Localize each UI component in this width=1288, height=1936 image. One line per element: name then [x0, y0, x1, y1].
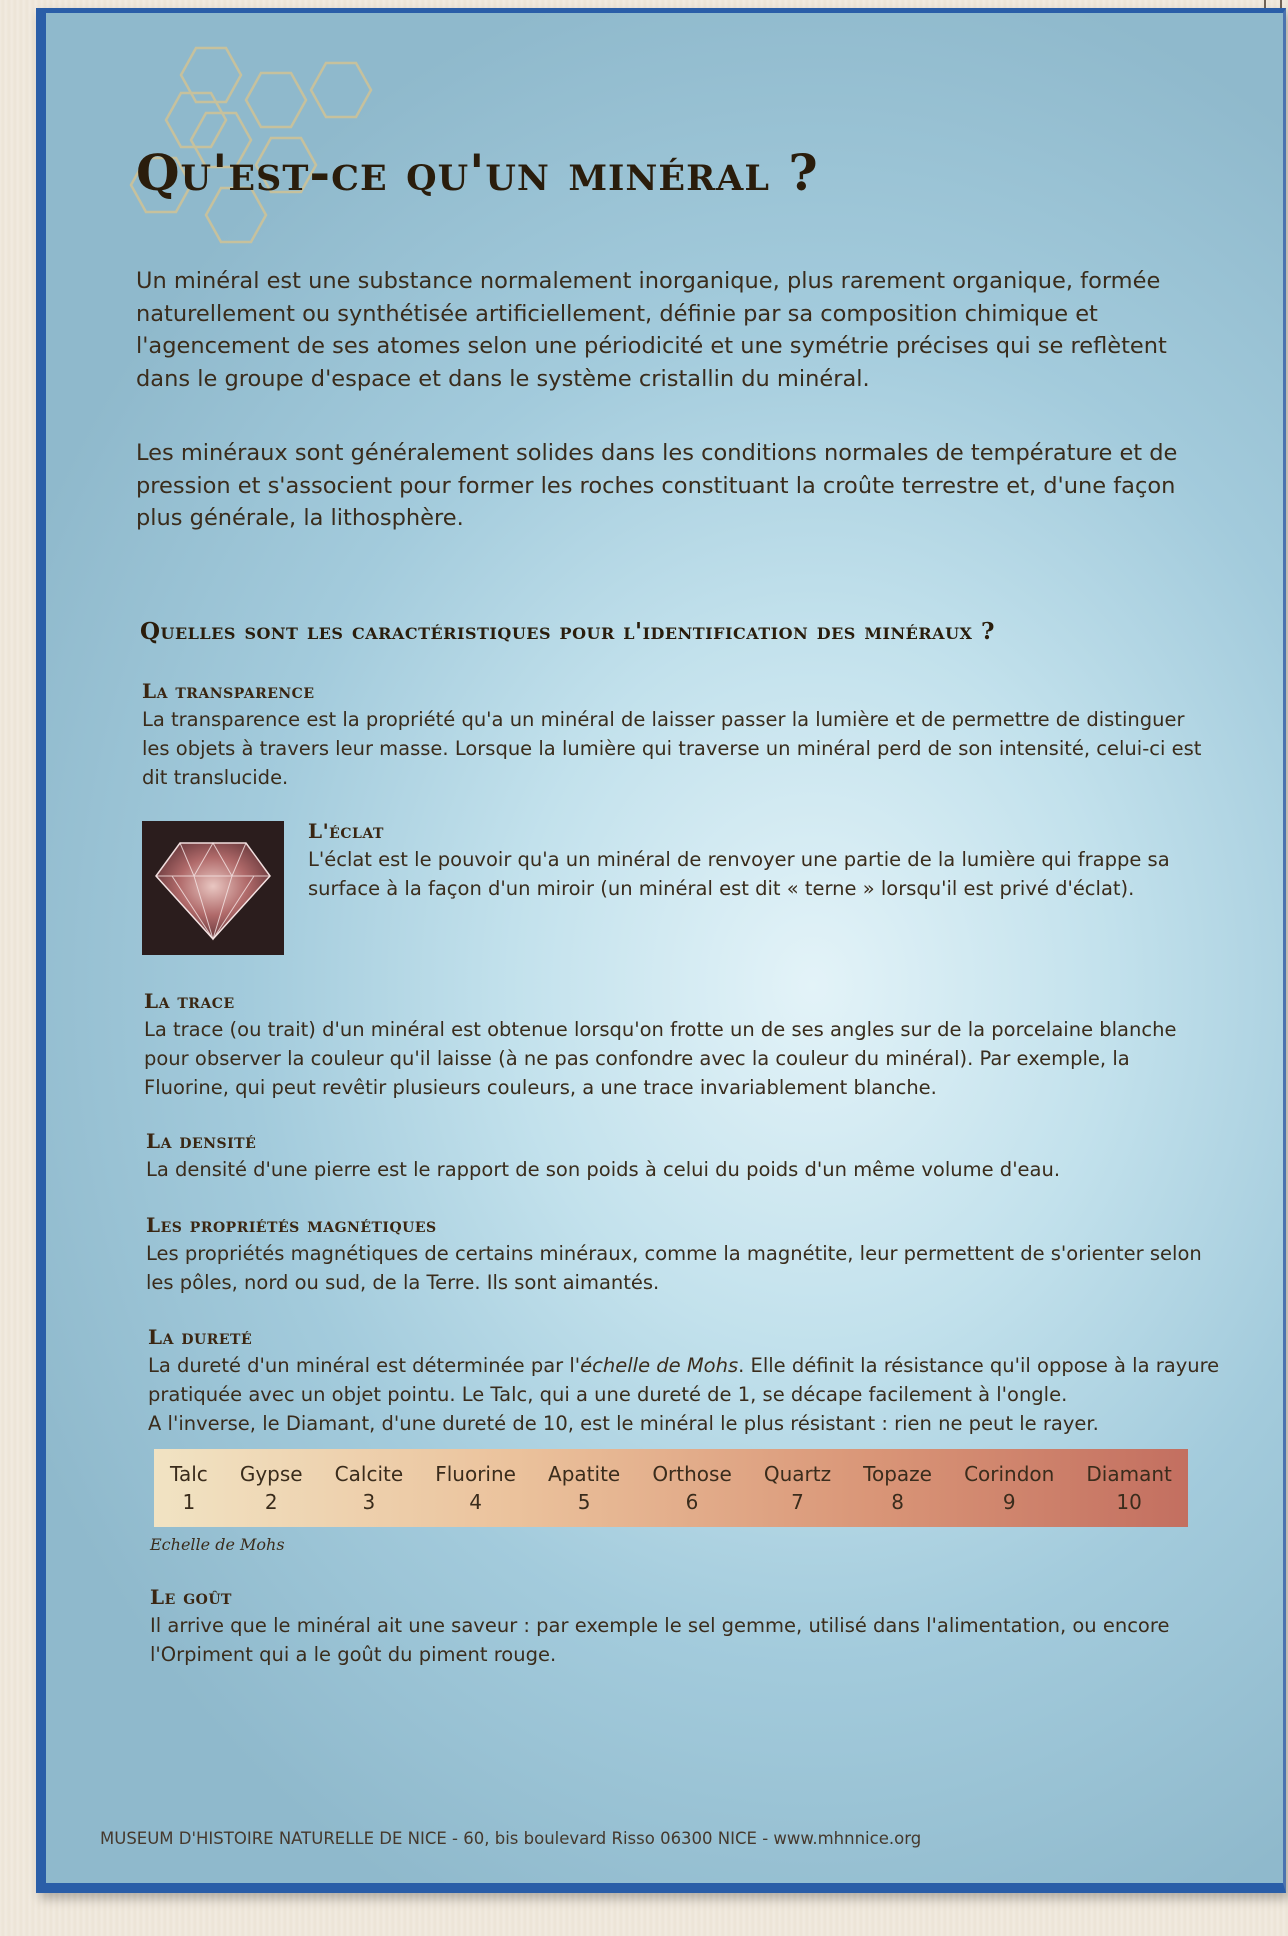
mohs-cell [548, 1460, 620, 1516]
mohs-cell [435, 1460, 516, 1516]
durete-text-before: La dureté d'un minéral est déterminée par l' [148, 1354, 581, 1377]
mohs-caption: Echelle de Mohs [150, 1535, 285, 1554]
mohs-hardness: 7 [791, 1490, 804, 1514]
poster [36, 8, 1286, 1893]
mohs-hardness: 6 [685, 1490, 699, 1514]
text-densite: La densité d'une pierre est le rapport de son poids à celui du poids d'un même volume d'eau. [146, 1158, 1061, 1181]
durete-text-line2: A l'inverse, le Diamant, d'une dureté de 10, est le minéral le plus résistant : rien ne peut le rayer. [148, 1412, 1099, 1435]
mohs-mineral: Apatite [548, 1462, 621, 1486]
heading-trace: La trace [144, 989, 235, 1013]
text-trace: La trace (ou trait) d'un minéral est obtenue lorsqu'on frotte un de ses angles sur de la porcelaine blanche pour observer la couleur qu'il laisse (à ne pas confondre avec la couleur du minéral). Par exemple, la Fluorine, qui peut revêtir plusieurs couleurs, a une trace invariablement blanche. [144, 1018, 1177, 1099]
mohs-hardness: 3 [362, 1490, 376, 1514]
intro-paragraph-1: Un minéral est une substance normalement inorganique, plus rarement organique, formée naturellement ou synthétisée artificiellement, définie par sa composition chimique et l'agencement de ses atomes selon une périodicité et une symétrie précises qui se reflètent dans le groupe d'espace et dans le système cristallin du minéral. [136, 268, 1167, 392]
mohs-mineral: Orthose [652, 1462, 732, 1486]
mohs-hardness: 10 [1116, 1490, 1142, 1514]
mohs-cell [863, 1460, 932, 1516]
mohs-cell [335, 1460, 403, 1516]
mohs-hardness: 9 [1002, 1490, 1016, 1514]
mohs-mineral: Talc [170, 1462, 208, 1486]
mohs-hardness: 2 [264, 1490, 278, 1514]
mohs-hardness: 8 [891, 1490, 904, 1514]
mohs-cell [652, 1460, 731, 1516]
mohs-hardness: 1 [182, 1490, 196, 1514]
footer-credit: MUSEUM D'HISTOIRE NATURELLE DE NICE - 60, bis boulevard Risso 06300 NICE - www.mhnnice.org [100, 1829, 922, 1848]
mohs-cell [1086, 1460, 1171, 1516]
diamond-icon [142, 821, 284, 955]
heading-densite: La densité [146, 1129, 257, 1153]
mohs-mineral: Gypse [239, 1462, 303, 1486]
mohs-cell [170, 1460, 208, 1516]
gem-image [142, 821, 284, 955]
heading-magnetiques: Les propriétés magnétiques [146, 1213, 437, 1237]
section-main-question: Quelles sont les caractéristiques pour l'identification des minéraux ? [140, 618, 995, 645]
durete-text-after: . Elle définit la résistance qu'il oppose à la rayure pratiquée avec un objet pointu. Le Talc, qui a une dureté de 1, se décape facilement à l'ongle. [148, 1354, 1220, 1406]
mohs-hardness: 4 [469, 1490, 482, 1514]
text-magnetiques: Les propriétés magnétiques de certains minéraux, comme la magnétite, leur permettent de s'orienter selon les pôles, nord ou sud, de la Terre. Ils sont aimantés. [146, 1242, 1202, 1294]
mohs-scale-table [154, 1449, 1188, 1527]
mohs-hardness: 5 [577, 1490, 591, 1514]
mohs-mineral: Calcite [334, 1462, 404, 1486]
heading-transparence: La transparence [142, 679, 315, 703]
mohs-mineral: Fluorine [435, 1462, 516, 1486]
intro-paragraph-2: Les minéraux sont généralement solides dans les conditions normales de température et de pression et s'associent pour former les roches constituant la croûte terrestre et, d'une façon plus générale, la lithosphère. [136, 440, 1178, 531]
mohs-mineral: Corindon [964, 1462, 1055, 1486]
text-durete [148, 1351, 1223, 1438]
heading-eclat: L'éclat [308, 819, 384, 843]
mohs-mineral: Quartz [763, 1462, 832, 1486]
text-transparence: La transparence est la propriété qu'a un minéral de laisser passer la lumière et de permettre de distinguer les objets à travers leur masse. Lorsque la lumière qui traverse un minéral perd de son intensité, celui-ci est dit translucide. [142, 708, 1202, 789]
text-eclat: L'éclat est le pouvoir qu'a un minéral de renvoyer une partie de la lumière qui frappe sa surface à la façon d'un miroir (un minéral est dit « terne » lorsqu'il est privé d'éclat). [308, 848, 1170, 900]
page-title: Qu'est-ce qu'un minéral ? [136, 143, 819, 202]
mohs-cell [240, 1460, 303, 1516]
mohs-cell [964, 1460, 1054, 1516]
mohs-mineral: Topaze [863, 1462, 932, 1486]
heading-durete: La dureté [148, 1325, 253, 1349]
mohs-mineral: Diamant [1086, 1462, 1172, 1486]
durete-text-italic: échelle de Mohs [580, 1354, 739, 1377]
text-gout: Il arrive que le minéral ait une saveur : par exemple le sel gemme, utilisé dans l'alimentation, ou encore l'Orpiment qui a le goût du piment rouge. [150, 1614, 1170, 1666]
heading-gout: Le goût [150, 1585, 232, 1609]
mohs-cell [764, 1460, 831, 1516]
